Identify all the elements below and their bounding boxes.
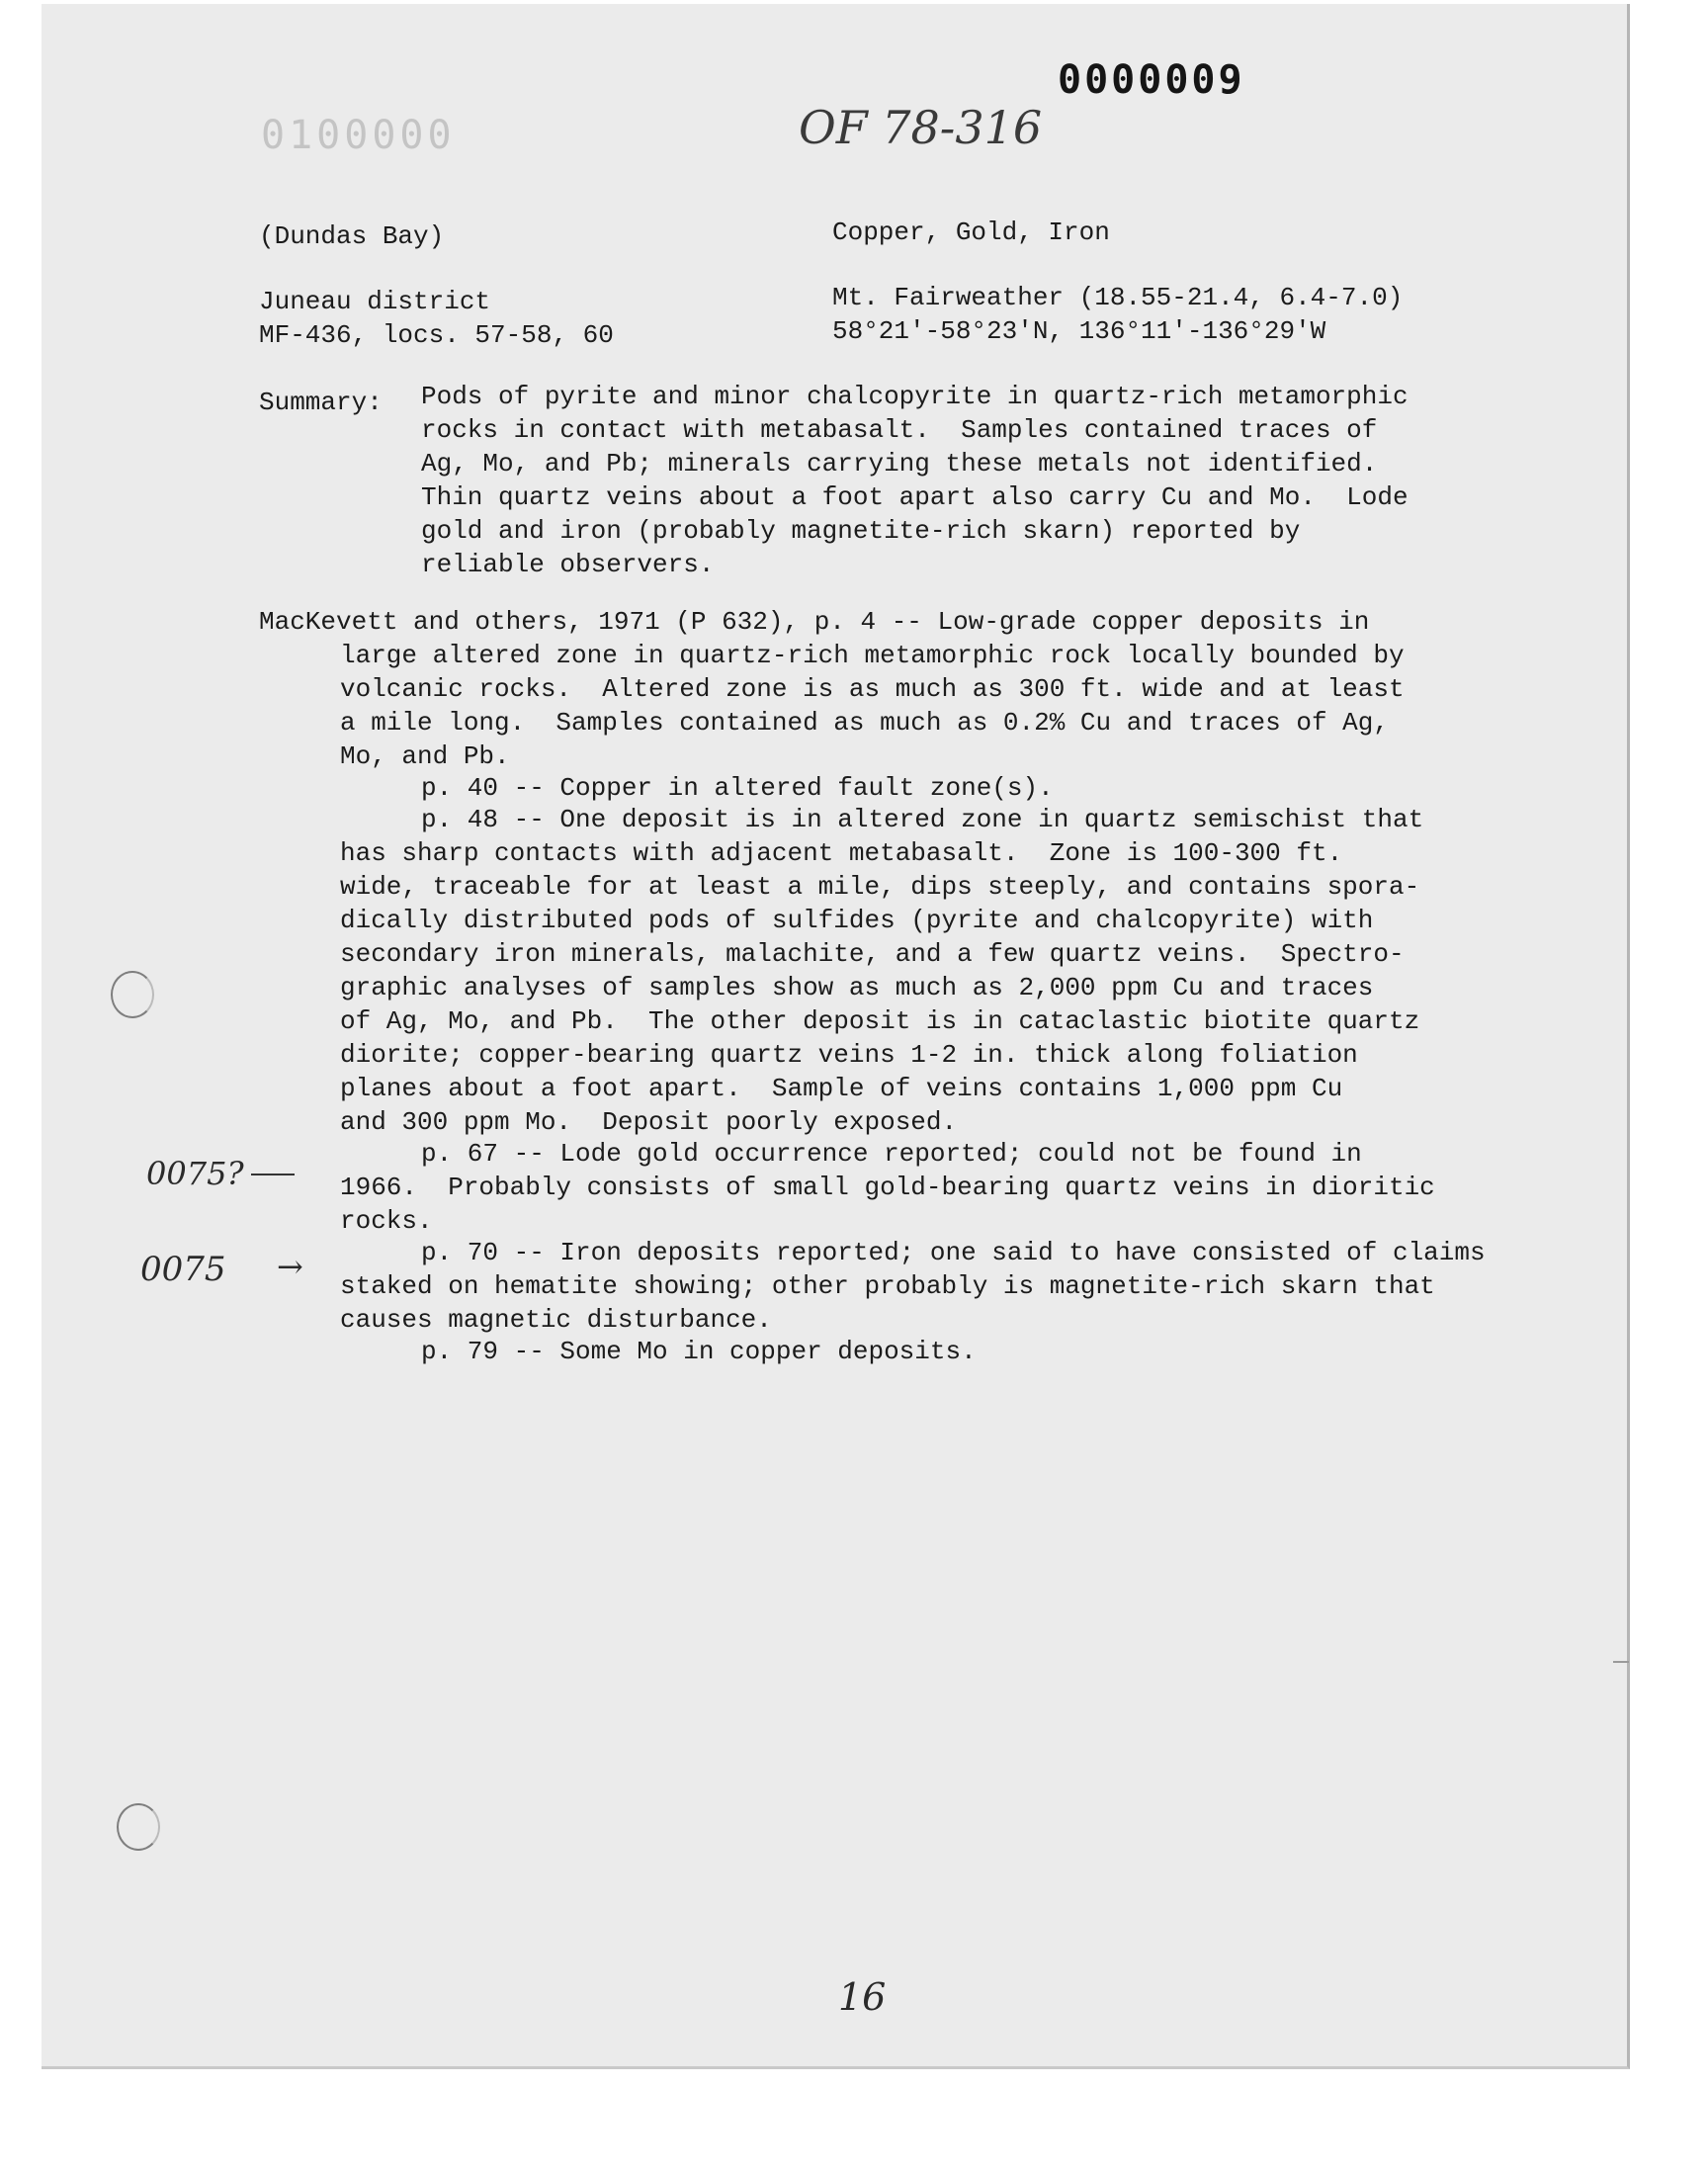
reference-line: wide, traceable for at least a mile, dips steeply, and contains spora-: [340, 872, 1420, 902]
reference-line: staked on hematite showing; other probably is magnetite-rich skarn that: [340, 1271, 1435, 1301]
reference-line: p. 48 -- One deposit is in altered zone in quartz semischist that: [421, 805, 1424, 834]
map-reference: MF-436, locs. 57-58, 60: [259, 320, 614, 350]
reference-line: MacKevett and others, 1971 (P 632), p. 4 -- Low-grade copper deposits in: [259, 607, 1370, 637]
reference-line: of Ag, Mo, and Pb. The other deposit is in cataclastic biotite quartz: [340, 1006, 1420, 1036]
stamp-number: 0000009: [1058, 57, 1245, 103]
quadrangle: Mt. Fairweather (18.55-21.4, 6.4-7.0): [832, 283, 1404, 312]
reference-line: graphic analyses of samples show as much as 2,000 ppm Cu and traces: [340, 973, 1374, 1002]
margin-note-0075-question: 0075?: [146, 1155, 244, 1192]
summary-line: gold and iron (probably magnetite-rich skarn) reported by: [421, 516, 1301, 546]
arrow-right-icon: →: [277, 1248, 303, 1285]
punch-hole: [117, 1803, 160, 1851]
summary-line: rocks in contact with metabasalt. Samples contained traces of: [421, 415, 1378, 445]
scan-edge-mark: [1613, 1661, 1629, 1663]
margin-dash-mark: [251, 1174, 295, 1175]
reference-line: p. 79 -- Some Mo in copper deposits.: [421, 1337, 977, 1366]
handwritten-reference: OF 78-316: [799, 101, 1043, 154]
locality: (Dundas Bay): [259, 221, 445, 251]
reference-line: dically distributed pods of sulfides (pyrite and chalcopyrite) with: [340, 906, 1374, 935]
summary-line: Ag, Mo, and Pb; minerals carrying these metals not identified.: [421, 449, 1378, 478]
reference-line: volcanic rocks. Altered zone is as much as 300 ft. wide and at least: [340, 674, 1405, 704]
reference-line: p. 67 -- Lode gold occurrence reported; could not be found in: [421, 1139, 1362, 1169]
reference-line: p. 70 -- Iron deposits reported; one said to have consisted of claims: [421, 1238, 1486, 1267]
reference-line: diorite; copper-bearing quartz veins 1-2 in. thick along foliation: [340, 1040, 1358, 1070]
reference-line: secondary iron minerals, malachite, and a few quartz veins. Spectro-: [340, 939, 1405, 969]
document-page: [42, 4, 1630, 2069]
reference-line: planes about a foot apart. Sample of veins contains 1,000 ppm Cu: [340, 1074, 1343, 1103]
summary-line: Pods of pyrite and minor chalcopyrite in quartz-rich metamorphic: [421, 382, 1409, 411]
reference-line: 1966. Probably consists of small gold-bearing quartz veins in dioritic: [340, 1173, 1435, 1202]
reference-line: and 300 ppm Mo. Deposit poorly exposed.: [340, 1107, 958, 1137]
reference-line: a mile long. Samples contained as much as 0.2% Cu and traces of Ag,: [340, 708, 1389, 738]
reference-line: large altered zone in quartz-rich metamorphic rock locally bounded by: [340, 641, 1405, 670]
commodities: Copper, Gold, Iron: [832, 218, 1110, 247]
punch-hole: [111, 971, 154, 1018]
summary-line: reliable observers.: [421, 550, 715, 579]
summary-label: Summary:: [259, 388, 383, 417]
reference-line: causes magnetic disturbance.: [340, 1305, 772, 1335]
faint-stamp-number: 0100000: [261, 113, 456, 158]
coordinates: 58°21'-58°23'N, 136°11'-136°29'W: [832, 316, 1326, 346]
district: Juneau district: [259, 287, 491, 316]
summary-line: Thin quartz veins about a foot apart also carry Cu and Mo. Lode: [421, 482, 1409, 512]
reference-line: p. 40 -- Copper in altered fault zone(s).: [421, 773, 1054, 803]
margin-note-0075: 0075: [140, 1250, 226, 1289]
page-number: 16: [838, 1975, 887, 2019]
reference-line: has sharp contacts with adjacent metabasalt. Zone is 100-300 ft.: [340, 838, 1343, 868]
reference-line: rocks.: [340, 1206, 433, 1236]
reference-line: Mo, and Pb.: [340, 741, 510, 771]
